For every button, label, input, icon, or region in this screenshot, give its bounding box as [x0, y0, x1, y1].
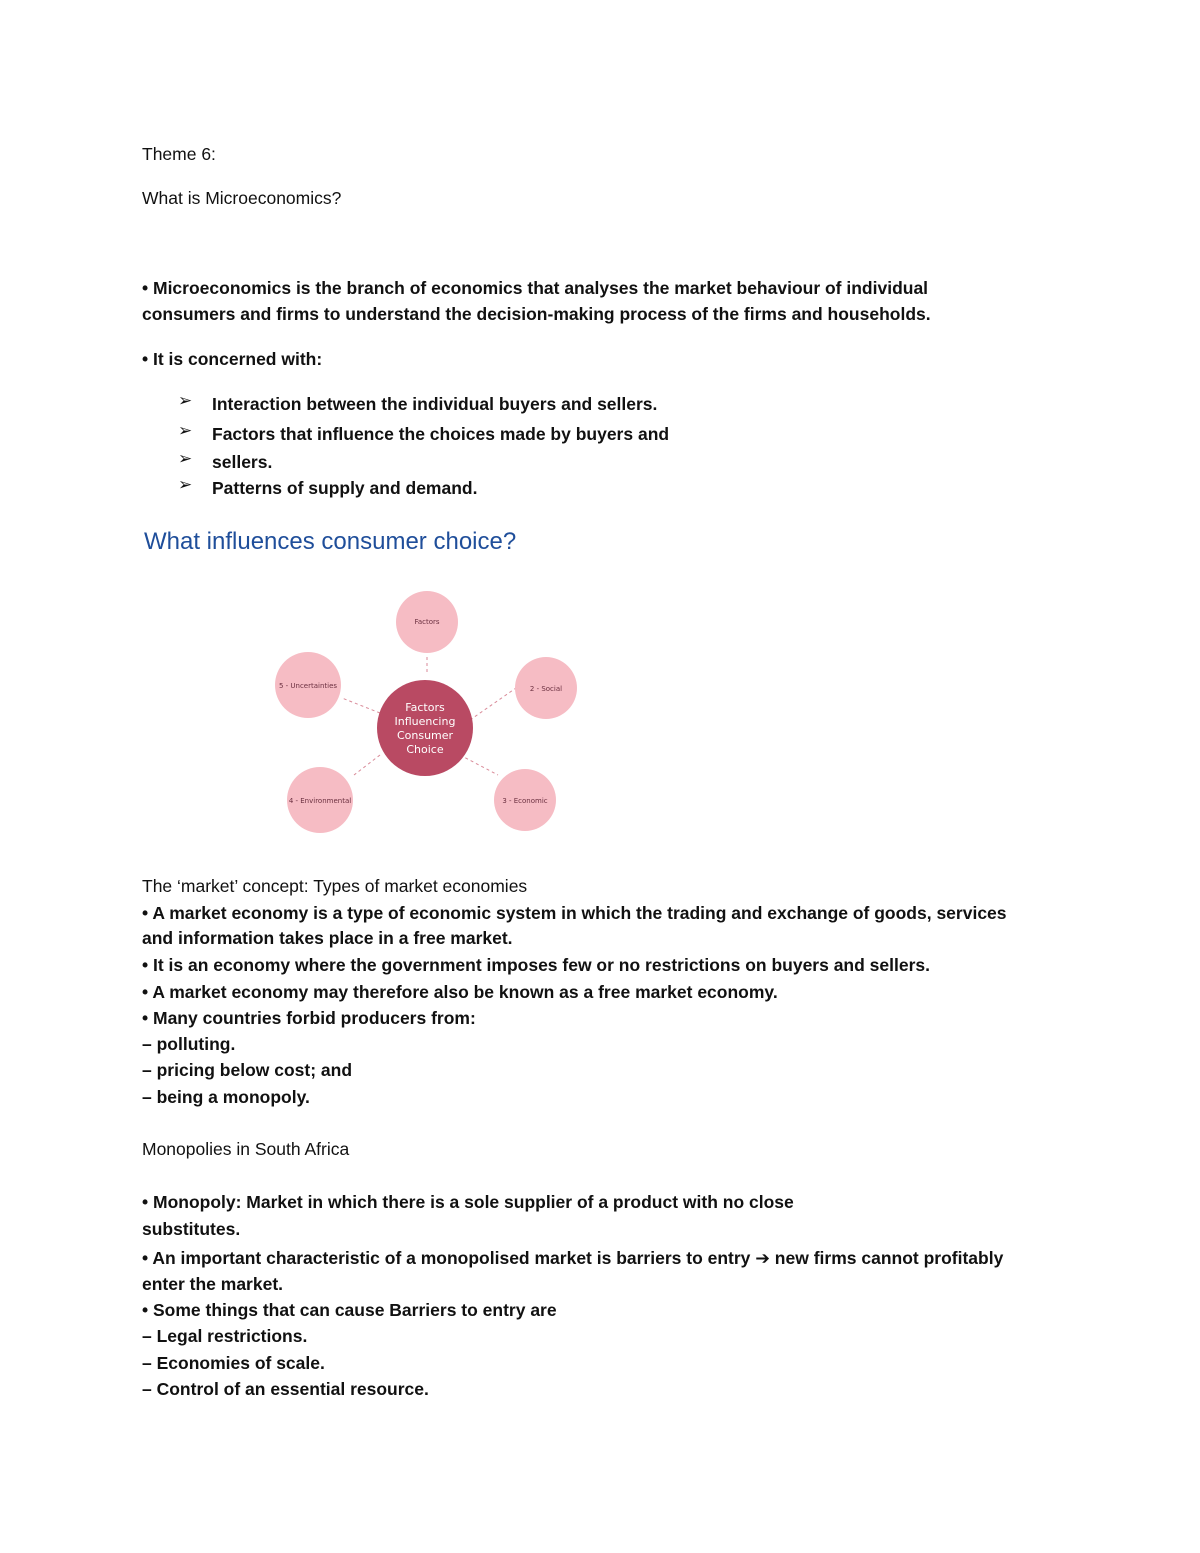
connector-line	[470, 688, 516, 720]
market-heading: The ‘market’ concept: Types of market economies	[142, 876, 528, 896]
market-line: • A market economy may therefore also be known as a free market economy.	[142, 982, 778, 1002]
arrow-bullet-icon: ➢	[178, 421, 193, 440]
arrow-bullet-icon: ➢	[178, 475, 193, 494]
diagram-title: What influences consumer choice?	[144, 528, 517, 555]
consumer-choice-diagram	[270, 585, 590, 835]
concern-item: Interaction between the individual buyers and sellers.	[212, 394, 658, 414]
market-line: • It is an economy where the government imposes few or no restrictions on buyers and sellers.	[142, 955, 931, 975]
connector-line	[342, 698, 380, 713]
center-label-line: Influencing	[394, 715, 456, 728]
center-label-line: Factors	[405, 701, 445, 714]
monopoly-heading: Monopolies in South Africa	[142, 1139, 350, 1159]
node-label: 5 - Uncertainties	[278, 682, 338, 690]
monopoly-line: substitutes.	[142, 1219, 241, 1239]
node-label: Factors	[414, 618, 440, 626]
market-line: – polluting.	[142, 1034, 236, 1054]
connector-line	[460, 755, 498, 775]
arrow-bullet-icon: ➢	[178, 391, 193, 410]
monopoly-line: • Some things that can cause Barriers to entry are	[142, 1300, 557, 1320]
theme-heading: Theme 6:	[142, 144, 216, 164]
connector-line	[354, 755, 380, 775]
market-line: • Many countries forbid producers from:	[142, 1008, 476, 1028]
node-label: 3 - Economic	[502, 797, 548, 805]
monopoly-line: – Economies of scale.	[142, 1353, 325, 1373]
monopoly-line: • Monopoly: Market in which there is a sole supplier of a product with no close	[142, 1192, 794, 1212]
concern-item: sellers.	[212, 452, 273, 472]
market-line: – pricing below cost; and	[142, 1060, 353, 1080]
market-line: – being a monopoly.	[142, 1087, 310, 1107]
concern-item: Factors that influence the choices made by buyers and	[212, 424, 670, 444]
center-label-line: Choice	[406, 743, 444, 756]
market-line: and information takes place in a free market.	[142, 928, 513, 948]
center-node	[377, 680, 473, 776]
monopoly-line: • An important characteristic of a monopolised market is barriers to entry ➔ new firms cannot profitably	[142, 1248, 1004, 1268]
definition-line-1: • Microeconomics is the branch of economics that analyses the market behaviour of individual	[142, 278, 929, 298]
center-label-line: Consumer	[396, 729, 454, 742]
market-line: • A market economy is a type of economic system in which the trading and exchange of goods, services	[142, 903, 1007, 923]
concerned-with-label: • It is concerned with:	[142, 349, 323, 369]
monopoly-line: – Control of an essential resource.	[142, 1379, 429, 1399]
node-label: 2 - Social	[529, 685, 563, 693]
definition-line-2: consumers and firms to understand the decision-making process of the firms and households.	[142, 304, 931, 324]
monopoly-line: – Legal restrictions.	[142, 1326, 308, 1346]
question-heading: What is Microeconomics?	[142, 188, 342, 208]
arrow-bullet-icon: ➢	[178, 449, 193, 468]
node-label: 4 - Environmental	[288, 797, 352, 805]
concern-item: Patterns of supply and demand.	[212, 478, 478, 498]
monopoly-line: enter the market.	[142, 1274, 284, 1294]
